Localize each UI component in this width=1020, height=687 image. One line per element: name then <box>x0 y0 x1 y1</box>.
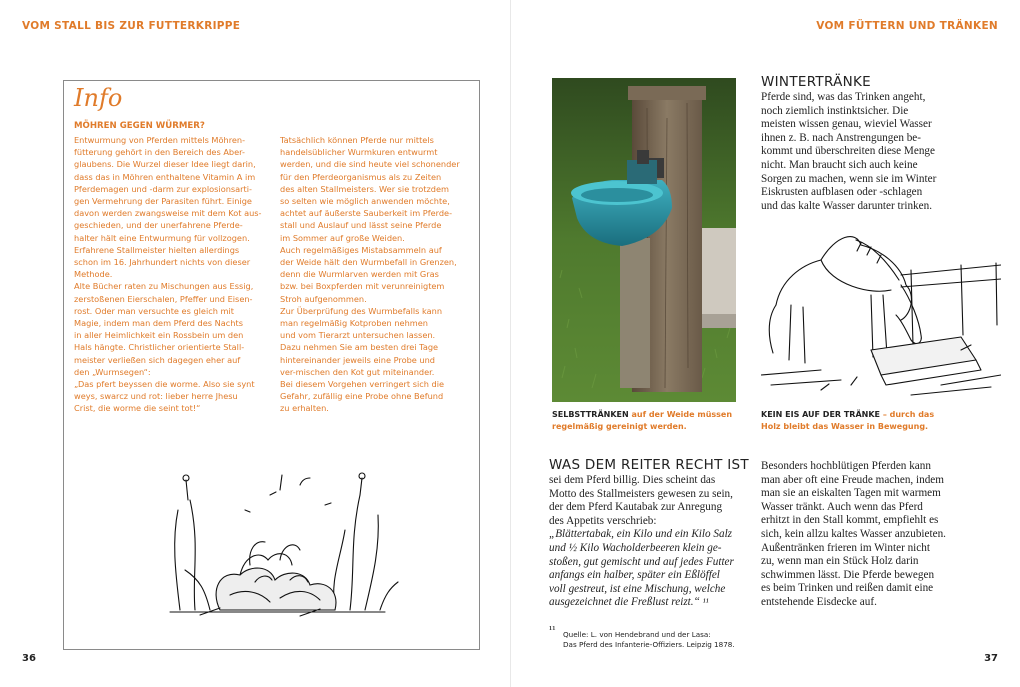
text-line: Wasser tränkt. Auch wenn das Pferd <box>761 500 923 513</box>
wintertraenke-heading: WINTERTRÄNKE <box>761 74 871 90</box>
water-trough-photo <box>552 78 736 402</box>
quote-line: stoßen, gut gemischt und auf jedes Futter <box>549 555 734 568</box>
text-line: Entwurmung von Pferden mittels Möhren- <box>74 135 246 145</box>
text-line: so selten wie möglich anwenden möchte, <box>280 196 450 207</box>
quote-line: „Blättertabak, ein Kilo und ein Kilo Salz <box>549 528 733 541</box>
footnote-reference: ¹¹ <box>702 597 709 609</box>
info-heading: MÖHREN GEGEN WÜRMER? <box>74 121 205 131</box>
text-line: man regelmäßig Kotproben nehmen <box>280 318 428 329</box>
text-line: Motto des Stallmeisters gewesen zu sein, <box>549 487 733 500</box>
text-line: rost. Oder man versuchte es gleich mit <box>74 305 234 316</box>
text-line: Stroh aufgenommen. <box>280 293 367 304</box>
text-line: achtet auf äußerste Sauberkeit im Pferde- <box>280 208 453 219</box>
running-head-right: VOM FÜTTERN UND TRÄNKEN <box>816 20 998 32</box>
text-line: Methode. <box>74 269 113 280</box>
text-line: halter hält eine Entwurmung für vollzogen. <box>74 232 250 243</box>
quote-line-last <box>549 596 749 610</box>
text-line: hintereinander jeweils eine Probe und <box>280 354 436 365</box>
horse-sketch <box>761 225 1001 400</box>
text-line: zu, wenn man ein Stück Holz darin <box>761 555 919 568</box>
page-number-right: 37 <box>984 653 998 664</box>
text-line: Eiskrusten aufblasen oder -schlagen <box>761 186 923 199</box>
text-line: fütterung gehört in den Bereich des Aber- <box>74 147 245 158</box>
photo-caption-lead: SELBSTTRÄNKEN <box>552 410 629 419</box>
text-line: den „Wurmsegen“: <box>74 366 151 377</box>
info-column-2 <box>280 134 480 415</box>
text-line: geschieden, und der unerfahrene Pferde- <box>74 220 243 231</box>
text-line: nicht. Man braucht sich auch keine <box>761 158 918 171</box>
text-line: handelsüblicher Wurmkuren entwurmt <box>280 147 438 158</box>
text-line: man aber oft eine Freude machen, indem <box>761 473 944 486</box>
sketch-caption-lead: KEIN EIS AUF DER TRÄNKE <box>761 410 881 419</box>
text-line: bzw. bei Boxpferden mit verunreinigtem <box>280 281 445 292</box>
quote-end: ausgezeichnet die Freßlust reizt.“ <box>549 596 700 609</box>
text-line: kommt und überschreiten diese Menge <box>761 145 935 158</box>
text-line: Tatsächlich können Pferde nur mittels <box>280 135 434 145</box>
text-line: sich, kein allzu kaltes Wasser anzubieten. <box>761 527 946 540</box>
page-number-left: 36 <box>22 653 36 664</box>
info-column-1 <box>74 134 274 415</box>
text-line: zerstoßenen Eierschalen, Pfeffer und Eisen- <box>74 293 253 304</box>
text-line: meisten wissen genau, wieviel Wasser <box>761 118 932 131</box>
text-line: Außentränken frieren im Winter nicht <box>761 541 930 554</box>
info-title: Info <box>74 84 123 112</box>
text-line: ihnen z. B. nach Anstrengungen be- <box>761 131 922 144</box>
running-head-left: VOM STALL BIS ZUR FUTTERKRIPPE <box>22 20 241 32</box>
text-line: Gefahr, zufällig eine Probe ohne Befund <box>280 391 444 402</box>
text-line: Crist, die worme die seint tot!“ <box>74 403 201 414</box>
source-note <box>549 630 749 650</box>
sketch-caption <box>761 409 971 432</box>
text-line: meister verließen sich dagegen eher auf <box>74 354 241 365</box>
source-line-1: Quelle: L. von Hendebrand und der Lasa: <box>563 630 711 639</box>
text-line: glaubens. Die Wurzel dieser Idee liegt darin, <box>74 159 256 170</box>
quote-line: voll gestreut, ist eine Mischung, welche <box>549 582 726 595</box>
text-line: und das kalte Wasser darunter trinken. <box>761 199 933 212</box>
text-line: entstehende Eisdecke auf. <box>761 595 877 608</box>
text-line: gen Vermehrung der Parasiten führt. Einige <box>74 196 252 207</box>
text-line: weys, swarcz und rot: lieber herre Jhesu <box>74 391 238 402</box>
photo-caption <box>552 409 742 432</box>
text-line: Auch regelmäßiges Mistabsammeln auf <box>280 244 442 255</box>
text-line: im Sommer auf große Weiden. <box>280 232 405 243</box>
text-line: es beim Trinken und reißen damit eine <box>761 582 934 595</box>
right-column-text <box>761 460 981 610</box>
text-line: ver-mischen den Kot gut miteinander. <box>280 366 435 377</box>
text-line: der dem Pferd Kautabak zur Anregung <box>549 501 723 514</box>
text-line: des Appetits verschrieb: <box>549 514 657 527</box>
text-line: Erfahrene Stallmeister hielten allerdings <box>74 244 240 255</box>
text-line: Pferde sind, was das Trinken angeht, <box>761 91 926 103</box>
text-line: Pferdemagen und -darm zur explosionsarti- <box>74 183 252 194</box>
text-line: denn die Wurmlarven werden mit Gras <box>280 269 439 280</box>
source-line-2: Das Pferd des Infanterie-Offiziers. Leipzig 1878. <box>563 640 735 649</box>
text-line: in aller Heimlichkeit ein Rossbein um den <box>74 330 244 341</box>
text-line: Dazu nehmen Sie am besten drei Tage <box>280 342 439 353</box>
text-line: schwimmen lässt. Die Pferde bewegen <box>761 568 935 581</box>
text-line: für den Pferdeorganismus als zu Zeiten <box>280 171 442 182</box>
text-line: dass das in Möhren enthaltene Vitamin A im <box>74 171 256 182</box>
photo-caption-text-2: regelmäßig gereinigt werden. <box>552 421 687 431</box>
text-line: schon im 16. Jahrhundert nichts von dieser <box>74 257 251 268</box>
reiter-text <box>549 474 749 610</box>
text-line: Zur Überprüfung des Wurmbefalls kann <box>280 305 443 316</box>
text-line: zu erhalten. <box>280 403 329 414</box>
sketch-caption-text-2: Holz bleibt das Wasser in Bewegung. <box>761 421 929 431</box>
text-line: Magie, indem man dem Pferd des Nachts <box>74 318 243 329</box>
wintertraenke-text <box>761 91 981 213</box>
plant-illustration <box>150 470 400 620</box>
text-line: noch ziemlich instinktsicher. Die <box>761 104 909 117</box>
text-line: der Weide hält den Wurmbefall in Grenzen, <box>280 257 457 268</box>
text-line: werden, und die sind heute viel schonender <box>280 159 460 170</box>
text-line: man sie an eiskalten Tagen mit warmem <box>761 487 941 500</box>
quote-line: anfangs ein halber, später ein Eßlöffel <box>549 569 720 582</box>
text-line: des alten Stallmeisters. Wer sie trotzdem <box>280 183 449 194</box>
quote-line: und ½ Kilo Wacholderbeeren klein ge- <box>549 541 722 554</box>
text-line: Bei diesem Vorgehen verringert sich die <box>280 379 445 390</box>
text-line: davon werden zwangsweise mit dem Kot aus- <box>74 208 262 219</box>
text-line: Hals hängte. Christlicher orientierte Stall- <box>74 342 245 353</box>
sketch-caption-text: – durch das <box>880 410 935 419</box>
photo-caption-text: auf der Weide müssen <box>628 410 733 419</box>
reiter-heading: WAS DEM REITER RECHT IST <box>549 457 749 473</box>
source-footnote-mark: ¹¹ <box>549 624 556 636</box>
text-line: Alte Bücher raten zu Mischungen aus Essig, <box>74 281 254 292</box>
text-line: „Das pfert beyssen die worme. Also sie synt <box>74 379 255 390</box>
text-line: stall und Auslauf und lässt seine Pferde <box>280 220 442 231</box>
text-line: Sorgen zu machen, wenn sie im Winter <box>761 172 937 185</box>
page-gutter <box>510 0 511 687</box>
text-line: und vom Tierarzt untersuchen lassen. <box>280 330 436 341</box>
text-line: erhitzt in den Stall kommt, empfiehlt es <box>761 514 939 527</box>
text-line: Besonders hochblütigen Pferden kann <box>761 460 931 472</box>
text-line: sei dem Pferd billig. Dies scheint das <box>549 474 716 486</box>
